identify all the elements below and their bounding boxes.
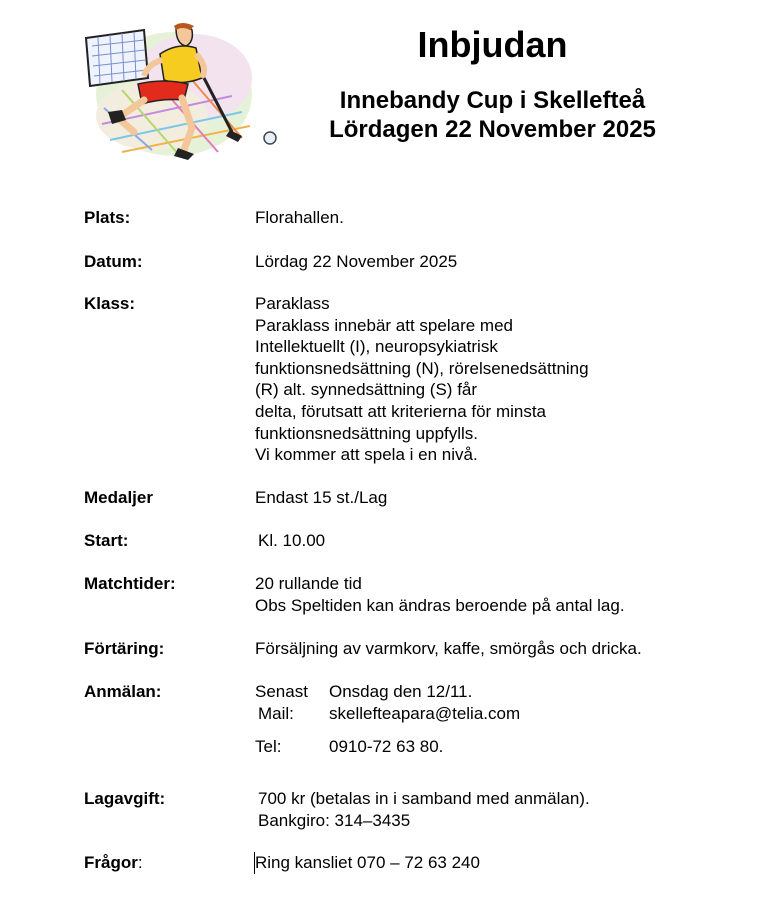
label-matchtider: Matchtider: [84,574,176,593]
klass-line: (R) alt. synnedsättning (S) får [255,380,478,400]
value-start: Kl. 10.00 [258,531,326,550]
lagavgift-line: Bankgiro: 314–3435 [258,810,411,830]
label-fragor-colon: : [137,853,143,872]
senast-label: Senast [255,682,308,701]
label-fragor [84,852,254,874]
klass-line: funktionsnedsättning uppfylls. [255,423,479,443]
klass-line: delta, förutsatt att kriterierna för minsta [255,401,547,421]
label-lagavgift: Lagavgift: [84,789,166,808]
label-plats: Plats: [84,208,131,227]
value-klass [255,293,589,466]
label-fragor-text: Frågor [84,853,138,872]
value-lagavgift [255,788,590,831]
anmalan-mail [255,703,520,725]
label-anmalan: Anmälan: [84,682,162,701]
klass-line: Vi kommer att spela i en nivå. [255,445,478,465]
mail-value: skellefteapara@telia.com [329,703,521,723]
matchtider-line: 20 rullande tid [255,574,362,593]
lagavgift-line: 700 kr (betalas in i samband med anmälan). [258,789,590,808]
klass-line: Intellektuellt (I), neuropsykiatrisk [255,337,498,357]
senast-value: Onsdag den 12/11. [329,682,473,701]
label-start: Start: [84,531,129,550]
klass-line: Paraklass [255,294,330,313]
klass-line: Paraklass innebär att spelare med [255,315,513,335]
value-fragor: Ring kansliet 070 – 72 63 240 [255,853,480,872]
matchtider-line: Obs Speltiden kan ändras beroende på antal lag. [255,595,625,615]
label-datum: Datum: [84,252,143,271]
value-matchtider [255,573,625,616]
klass-line: funktionsnedsättning (N), rörelsenedsättning [255,358,589,378]
anmalan-senast [255,681,520,703]
value-datum: Lördag 22 November 2025 [255,252,458,271]
event-name: Innebandy Cup i Skellefteå [339,87,646,114]
value-fortaring: Försäljning av varmkorv, kaffe, smörgås och dricka. [255,639,642,658]
mail-label: Mail: [258,703,294,723]
value-anmalan [255,681,520,758]
tel-value: 0910-72 63 80. [329,737,444,757]
anmalan-tel [255,736,520,758]
value-medaljer: Endast 15 st./Lag [255,488,388,507]
value-plats: Florahallen. [255,208,344,227]
label-medaljer: Medaljer [84,488,153,507]
label-klass: Klass: [84,294,136,313]
label-fortaring: Förtäring: [84,639,165,658]
event-date: Lördagen 22 November 2025 [329,116,656,143]
page-title: Inbjudan [417,24,568,65]
tel-label: Tel: [255,737,282,757]
floorball-player-icon [82,20,278,162]
